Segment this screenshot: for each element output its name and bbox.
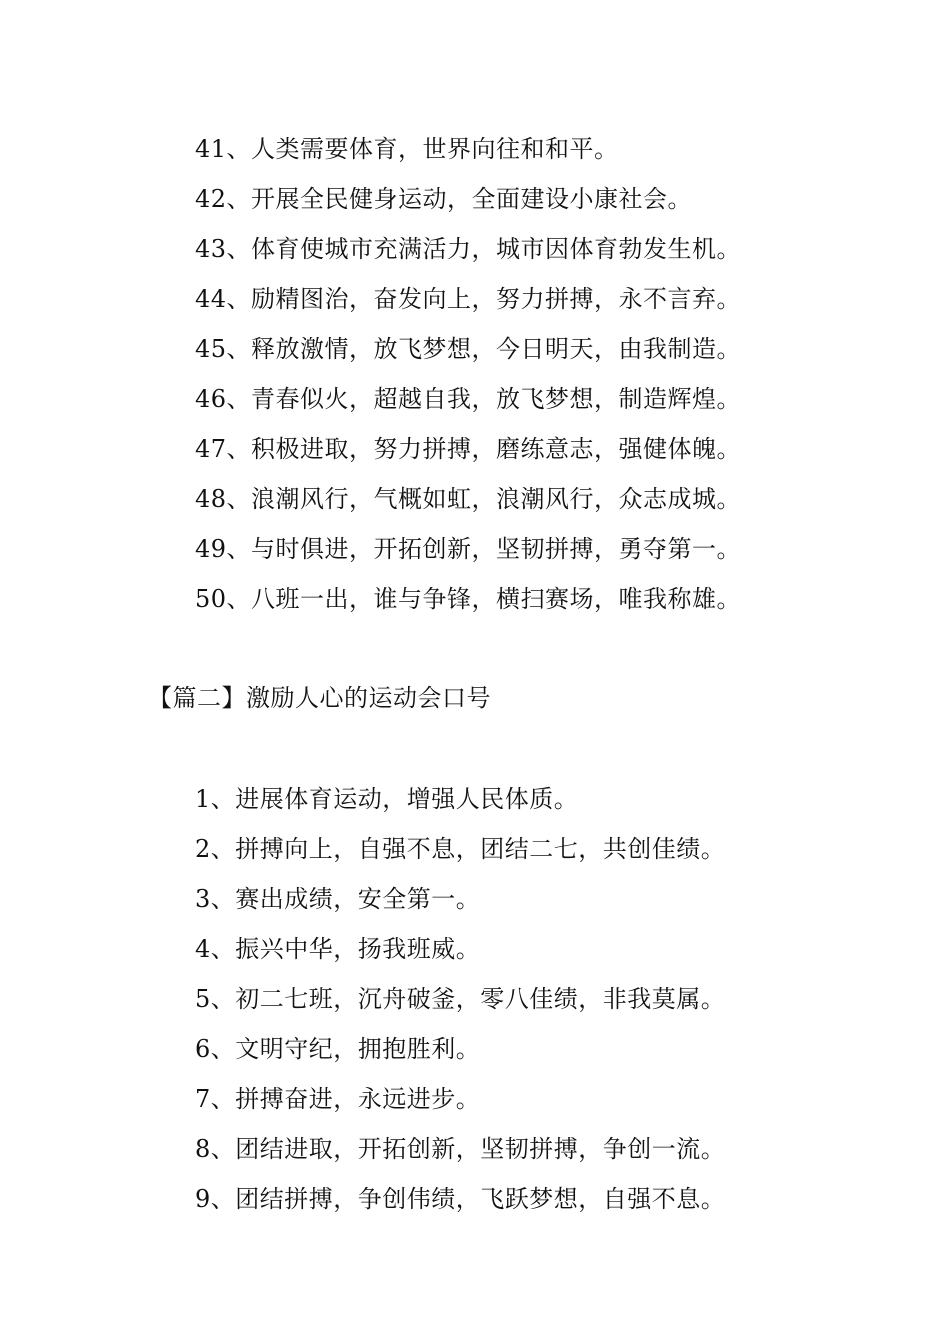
list-item: 1、进展体育运动，增强人民体质。 [195,785,579,813]
list-item: 49、与时俱进，开拓创新，坚韧拼搏，勇夺第一。 [195,535,742,563]
list-item: 3、赛出成绩，安全第一。 [195,885,481,913]
list-item: 45、释放激情，放飞梦想，今日明天，由我制造。 [195,335,742,363]
list-item: 9、团结拼搏，争创伟绩，飞跃梦想，自强不息。 [195,1185,726,1213]
list-item: 5、初二七班，沉舟破釜，零八佳绩，非我莫属。 [195,985,726,1013]
list-item: 46、青春似火，超越自我，放飞梦想，制造辉煌。 [195,385,742,413]
list-item: 44、励精图治，奋发向上，努力拼搏，永不言弃。 [195,285,742,313]
list-item: 42、开展全民健身运动，全面建设小康社会。 [195,185,693,213]
slogan-list-part-one [195,131,741,631]
list-item: 2、拼搏向上，自强不息，团结二七，共创佳绩。 [195,835,726,863]
slogan-list-part-two [195,781,725,1231]
list-item: 43、体育使城市充满活力，城市因体育勃发生机。 [195,235,742,263]
list-item: 41、人类需要体育，世界向往和和平。 [195,135,619,163]
section-heading: 【篇二】激励人心的运动会口号 [148,684,491,712]
list-item: 47、积极进取，努力拼搏，磨练意志，强健体魄。 [195,435,742,463]
list-item: 6、文明守纪，拥抱胜利。 [195,1035,481,1063]
list-item: 4、振兴中华，扬我班威。 [195,935,481,963]
list-item: 7、拼搏奋进，永远进步。 [195,1085,481,1113]
list-item: 48、浪潮风行，气概如虹，浪潮风行，众志成城。 [195,485,742,513]
list-item: 8、团结进取，开拓创新，坚韧拼搏，争创一流。 [195,1135,726,1163]
list-item: 50、八班一出，谁与争锋，横扫赛场，唯我称雄。 [195,585,742,613]
